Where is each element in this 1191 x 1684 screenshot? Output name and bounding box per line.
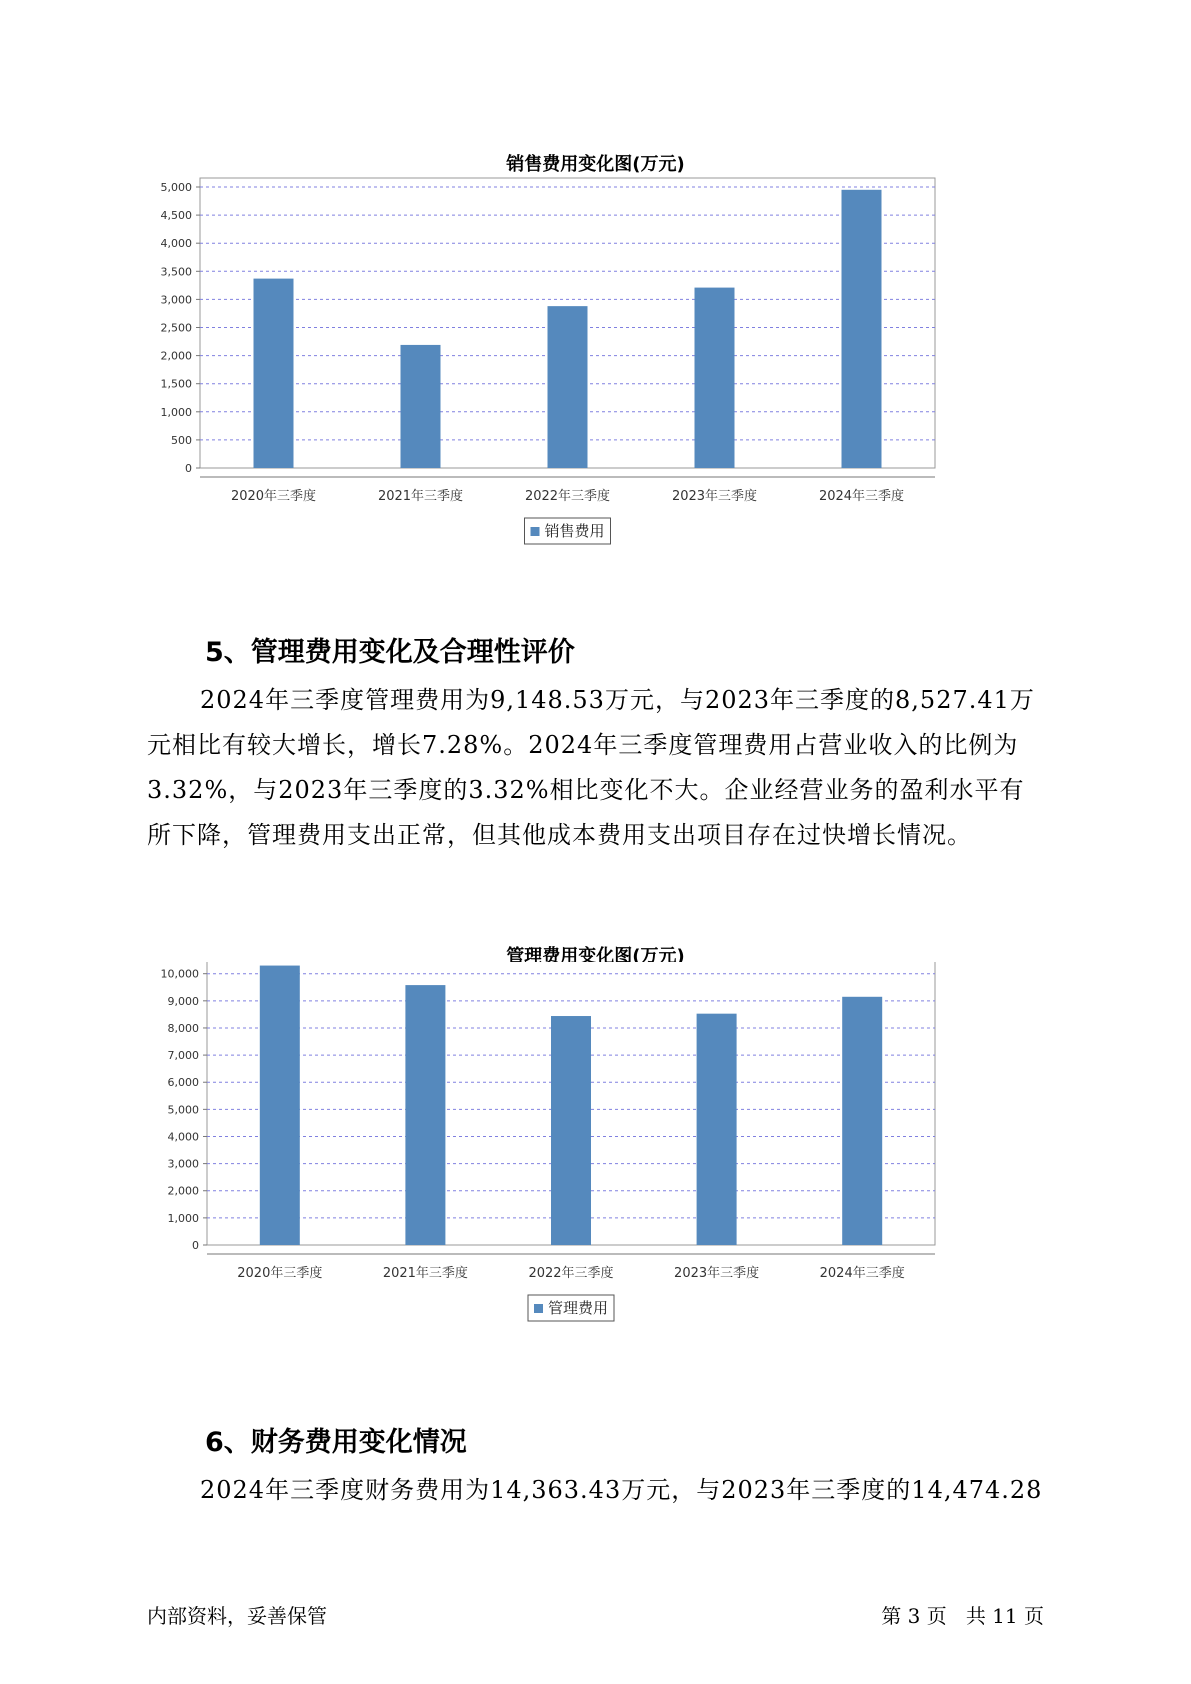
- legend-label: 管理费用: [548, 1299, 609, 1317]
- bar: [254, 279, 294, 468]
- footer-page-number: 第 3 页 共 11 页: [881, 1604, 1044, 1628]
- chart2-title: 管理费用变化图(万元): [506, 946, 685, 967]
- y-tick-label: 5,000: [167, 1103, 199, 1117]
- y-tick-label: 3,500: [160, 265, 192, 279]
- y-tick-label: 2,000: [160, 349, 192, 363]
- bar: [405, 985, 445, 1245]
- x-tick-label: 2020年三季度: [237, 1266, 323, 1281]
- y-tick-label: 3,000: [167, 1157, 199, 1171]
- x-tick-label: 2021年三季度: [377, 489, 464, 504]
- bar: [548, 306, 588, 468]
- y-tick-label: 0: [192, 1239, 199, 1252]
- x-tick-label: 2023年三季度: [671, 489, 758, 504]
- sales-expense-chart: [150, 170, 1010, 590]
- y-tick-label: 1,500: [160, 377, 192, 391]
- y-tick-label: 500: [171, 433, 192, 447]
- y-tick-label: 4,000: [160, 237, 192, 251]
- bar: [401, 345, 441, 468]
- y-tick-label: 1,000: [167, 1211, 199, 1225]
- section5-heading: 5、管理费用变化及合理性评价: [205, 637, 575, 668]
- bar: [697, 1014, 737, 1245]
- y-tick-label: 2,000: [167, 1184, 199, 1198]
- x-tick-label: 2024年三季度: [819, 1266, 905, 1281]
- y-tick-label: 9,000: [167, 994, 199, 1008]
- y-tick-label: 4,000: [167, 1130, 199, 1144]
- legend-swatch: [531, 527, 540, 536]
- x-tick-label: 2022年三季度: [524, 489, 611, 504]
- section6-paragraph: 2024年三季度财务费用为14,363.43万元，与2023年三季度的14,474.28: [200, 1476, 1043, 1504]
- admin-expense-chart: [150, 962, 1010, 1382]
- y-tick-label: 2,500: [160, 321, 192, 335]
- x-tick-label: 2023年三季度: [674, 1266, 760, 1281]
- y-tick-label: 10,000: [160, 967, 199, 981]
- bar: [842, 997, 882, 1245]
- section6-heading: 6、财务费用变化情况: [205, 1427, 467, 1458]
- x-tick-label: 2024年三季度: [818, 489, 905, 504]
- y-tick-label: 1,000: [160, 405, 192, 419]
- y-tick-label: 7,000: [167, 1049, 199, 1063]
- y-tick-label: 4,500: [160, 209, 192, 223]
- chart1-title: 销售费用变化图(万元): [506, 154, 685, 175]
- x-tick-label: 2022年三季度: [528, 1266, 614, 1281]
- x-tick-label: 2020年三季度: [230, 489, 317, 504]
- x-tick-label: 2021年三季度: [382, 1266, 468, 1281]
- y-tick-label: 6,000: [167, 1076, 199, 1090]
- bar: [551, 1016, 591, 1245]
- legend: [528, 1295, 614, 1321]
- section5-paragraph: 2024年三季度管理费用为9,148.53万元，与2023年三季度的8,527.41万元相比有较大增长，增长7.28%。2024年三季度管理费用占营业收入的比例为3.32%，与2023年三季度的3.32%相比变化不大。企业经营业务的盈利水平有所下降，管理费用支出正常，但其他成本费用支出项目存在过快增长情况。: [147, 686, 1035, 849]
- y-tick-label: 8,000: [167, 1021, 199, 1035]
- legend-label: 销售费用: [544, 522, 605, 540]
- bar: [695, 288, 735, 468]
- y-tick-label: 5,000: [160, 180, 192, 194]
- bar: [842, 190, 882, 468]
- y-tick-label: 3,000: [160, 293, 192, 307]
- footer-confidential-note: 内部资料，妥善保管: [147, 1604, 327, 1628]
- bar: [260, 966, 300, 1245]
- legend: [525, 518, 611, 544]
- legend-swatch: [534, 1304, 543, 1313]
- y-tick-label: 0: [185, 462, 192, 475]
